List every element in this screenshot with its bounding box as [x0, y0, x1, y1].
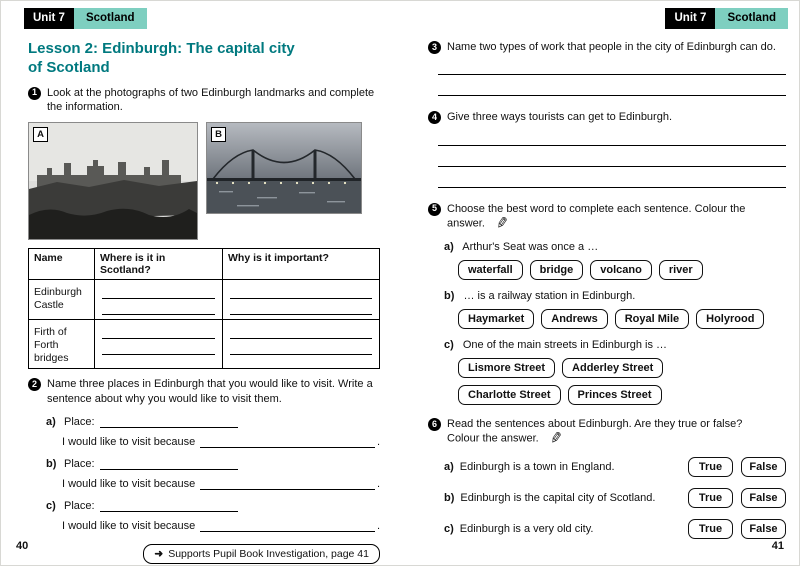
- period: .: [376, 478, 380, 491]
- answer-line[interactable]: [438, 146, 786, 167]
- question-5-text: [447, 202, 786, 231]
- false-option[interactable]: False: [741, 457, 786, 477]
- place-row-a: [46, 415, 380, 428]
- pencil-icon: ✎: [548, 429, 564, 449]
- because-label: I would like to visit because: [62, 478, 196, 491]
- answer-line[interactable]: [438, 75, 786, 96]
- q6-item-b-text: Edinburgh is the capital city of Scotland.: [460, 492, 656, 505]
- question-4-text: Give three ways tourists can get to Edinburgh.: [447, 111, 673, 124]
- item-letter: b): [444, 289, 455, 302]
- right-content: [428, 40, 786, 539]
- answer-line[interactable]: [102, 325, 215, 339]
- place-label: Place:: [64, 500, 95, 513]
- place-label: Place:: [64, 458, 95, 471]
- q5-item-a: [444, 241, 786, 253]
- question-6-number: 6: [428, 418, 441, 431]
- unit-tab-right: [665, 8, 788, 29]
- question-3-number: 3: [428, 41, 441, 54]
- question-2-number: 2: [28, 378, 41, 391]
- page-right: [400, 0, 800, 566]
- option-volcano[interactable]: volcano: [590, 260, 652, 280]
- option-river[interactable]: river: [659, 260, 703, 280]
- because-label: I would like to visit because: [62, 436, 196, 449]
- item-letter: c): [444, 338, 454, 351]
- item-letter: a): [46, 416, 56, 429]
- question-6-text: [447, 417, 786, 449]
- q6-item-a-text: Edinburgh is a town in England.: [459, 461, 615, 474]
- q5-item-b: [444, 290, 786, 302]
- bridges-where-cell: [95, 320, 223, 369]
- item-letter: b): [444, 492, 455, 505]
- unit-label: Unit 7: [665, 8, 715, 29]
- q6-item-a-answers: [688, 457, 786, 477]
- answer-line[interactable]: [230, 301, 372, 315]
- unit-label: Unit 7: [24, 8, 74, 29]
- item-letter: b): [46, 458, 57, 471]
- lesson-title-line1: Lesson 2: Edinburgh: The capital city: [28, 40, 295, 57]
- question-6-text-line2-label: Colour the answer.: [447, 432, 539, 445]
- because-row-a: [62, 435, 380, 448]
- item-letter: a): [444, 461, 454, 474]
- q5-item-c-options-row1: [458, 358, 786, 378]
- q5-item-b-text: … is a railway station in Edinburgh.: [463, 289, 636, 302]
- option-andrews[interactable]: Andrews: [541, 309, 607, 329]
- item-letter: a): [444, 240, 454, 253]
- unit-topic: Scotland: [715, 8, 788, 29]
- true-option[interactable]: True: [688, 519, 733, 539]
- q6-item-c-answers: [688, 519, 786, 539]
- option-lismore-street[interactable]: Lismore Street: [458, 358, 555, 378]
- col-header-why: Why is it important?: [223, 249, 380, 280]
- table-row: [29, 280, 380, 320]
- because-row-b: [62, 477, 380, 490]
- period: .: [376, 520, 380, 533]
- question-6-text-line1: Read the sentences about Edinburgh. Are they true or false?: [447, 417, 743, 430]
- place-row-b: [46, 457, 380, 470]
- answer-line[interactable]: [230, 341, 372, 355]
- option-haymarket[interactable]: Haymarket: [458, 309, 534, 329]
- answer-line[interactable]: [438, 167, 786, 188]
- option-charlotte-street[interactable]: Charlotte Street: [458, 385, 561, 405]
- question-6-text-line2: [447, 429, 786, 449]
- place-answer-line[interactable]: [100, 499, 238, 512]
- place-row-c: [46, 499, 380, 512]
- question-3-text: Name two types of work that people in the city of Edinburgh can do.: [447, 41, 776, 53]
- q6-item-a: [444, 457, 786, 477]
- q5-item-c-text: One of the main streets in Edinburgh is …: [462, 338, 668, 351]
- option-waterfall[interactable]: waterfall: [458, 260, 523, 280]
- lesson-title: [28, 40, 380, 78]
- lesson-title-line2: of Scotland: [28, 58, 110, 76]
- q6-item-b-answers: [688, 488, 786, 508]
- q5-item-c-options-row2: [458, 385, 786, 405]
- because-row-c: [62, 519, 380, 532]
- period: .: [376, 436, 380, 449]
- answer-line[interactable]: [230, 325, 372, 339]
- question-5: [428, 202, 786, 231]
- bridges-why-cell: [223, 320, 380, 369]
- question-1: [28, 86, 380, 115]
- item-letter: c): [444, 523, 454, 536]
- col-header-name: Name: [29, 249, 95, 280]
- page-number-right: 41: [771, 540, 784, 552]
- castle-photo-art: [29, 123, 197, 239]
- false-option[interactable]: False: [741, 519, 786, 539]
- because-answer-line[interactable]: [200, 435, 375, 448]
- q5-item-a-text: Arthur's Seat was once a …: [462, 240, 599, 253]
- question-4-number: 4: [428, 111, 441, 124]
- option-holyrood[interactable]: Holyrood: [696, 309, 764, 329]
- question-3: [428, 40, 786, 54]
- option-royal-mile[interactable]: Royal Mile: [615, 309, 689, 329]
- answer-line[interactable]: [102, 285, 215, 299]
- castle-where-cell: [95, 280, 223, 320]
- col-header-where: Where is it in Scotland?: [95, 249, 223, 280]
- q6-item-c: [444, 519, 786, 539]
- because-answer-line[interactable]: [200, 519, 375, 532]
- bridge-photo: [206, 122, 362, 214]
- pencil-icon: ✎: [494, 213, 510, 233]
- question-6: [428, 417, 786, 449]
- place-answer-line[interactable]: [100, 457, 238, 470]
- landmarks-table: [28, 248, 380, 369]
- photos-row: [28, 122, 380, 240]
- true-option[interactable]: True: [688, 457, 733, 477]
- answer-line[interactable]: [438, 125, 786, 146]
- option-adderley-street[interactable]: Adderley Street: [562, 358, 663, 378]
- false-option[interactable]: False: [741, 488, 786, 508]
- because-answer-line[interactable]: [200, 477, 375, 490]
- row-name-castle: Edinburgh Castle: [29, 280, 95, 320]
- q5-item-b-options: [458, 309, 786, 329]
- left-content: [28, 40, 380, 564]
- option-bridge[interactable]: bridge: [530, 260, 584, 280]
- question-5-text-label: Choose the best word to complete each sentence. Colour the answer.: [447, 202, 746, 230]
- answer-line[interactable]: [102, 341, 215, 355]
- question-4: [428, 110, 786, 124]
- question-5-number: 5: [428, 203, 441, 216]
- question-2-text: Name three places in Edinburgh that you would like to visit. Write a sentence about why you would like to visit them.: [47, 378, 373, 405]
- because-label: I would like to visit because: [62, 520, 196, 533]
- item-letter: c): [46, 500, 56, 513]
- question-1-number: 1: [28, 87, 41, 100]
- unit-topic: Scotland: [74, 8, 147, 29]
- page-number-left: 40: [16, 540, 29, 552]
- q6-item-b: [444, 488, 786, 508]
- answer-line[interactable]: [438, 54, 786, 75]
- q5-item-a-options: [458, 260, 786, 280]
- support-note-text: Supports Pupil Book Investigation, page 41: [168, 548, 369, 561]
- support-note: [143, 544, 380, 564]
- option-princes-street[interactable]: Princes Street: [568, 385, 662, 405]
- photo-a-label: A: [33, 127, 48, 142]
- photo-b-label: B: [211, 127, 226, 142]
- answer-line[interactable]: [230, 285, 372, 299]
- table-header-row: [29, 249, 380, 280]
- place-label: Place:: [64, 416, 95, 429]
- question-1-text: Look at the photographs of two Edinburgh landmarks and complete the information.: [47, 86, 375, 113]
- arrow-icon: ➜: [154, 548, 164, 561]
- unit-tab-left: [24, 8, 147, 29]
- bridge-photo-art: [207, 123, 361, 213]
- place-answer-line[interactable]: [100, 415, 238, 428]
- castle-photo: [28, 122, 198, 240]
- answer-line[interactable]: [102, 301, 215, 315]
- true-option[interactable]: True: [688, 488, 733, 508]
- question-2: [28, 377, 380, 406]
- row-name-bridges: Firth of Forth bridges: [29, 320, 95, 369]
- table-row: [29, 320, 380, 369]
- q6-item-c-text: Edinburgh is a very old city.: [459, 523, 594, 536]
- q5-item-c: [444, 339, 786, 351]
- castle-why-cell: [223, 280, 380, 320]
